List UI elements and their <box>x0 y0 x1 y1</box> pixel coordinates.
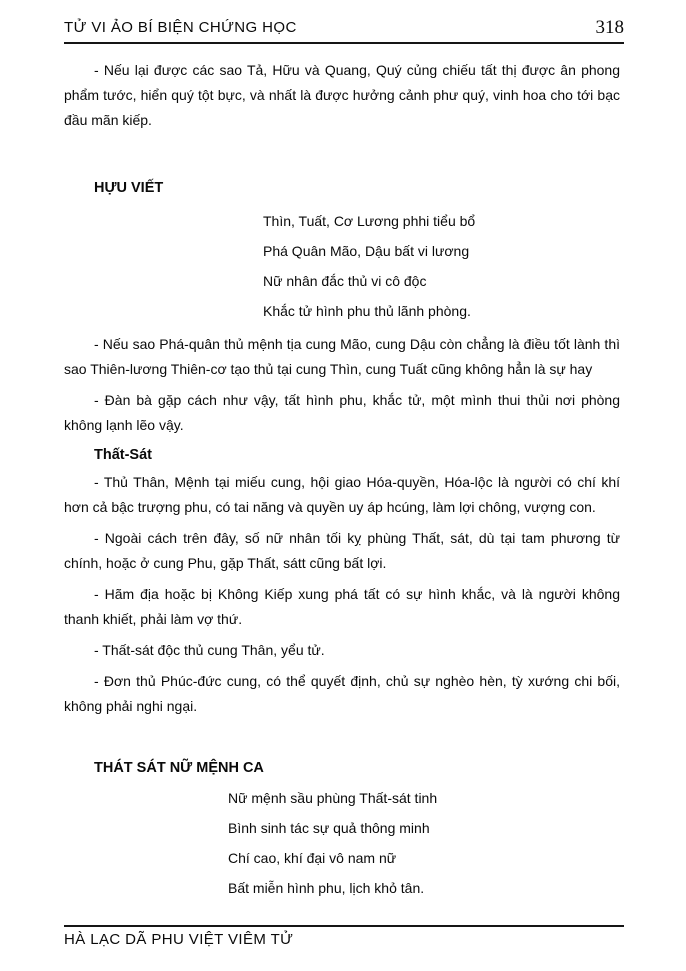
verse-line: Khắc tử hình phu thủ lãnh phòng. <box>263 303 471 319</box>
verse-block <box>64 783 620 903</box>
section-heading: Thất-Sát <box>94 447 152 463</box>
verse-block <box>64 206 620 326</box>
section-heading: HỰU VIẾT <box>94 180 164 196</box>
paragraph: - Đơn thủ Phúc-đức cung, có thể quyết định, chủ sự nghèo hèn, tỳ xướng chi bối, không phải nghi ngại. <box>64 673 620 714</box>
page-number: 318 <box>595 17 624 38</box>
paragraph: - Thủ Thân, Mệnh tại miếu cung, hội giao Hóa-quyền, Hóa-lộc là người có chí khí hơn cả bậc trượng phu, có tai năng và quyền uy áp hcúng, làm lợi chông, vượng con. <box>64 474 620 515</box>
running-title: TỬ VI ẢO BÍ BIỆN CHỨNG HỌC <box>64 19 297 36</box>
paragraph: - Thất-sát độc thủ cung Thân, yểu tử. <box>94 642 325 658</box>
verse-line: Bình sinh tác sự quả thông minh <box>228 820 430 836</box>
paragraph: - Nếu lại được các sao Tả, Hữu và Quang, Quý củng chiếu tất thị được ân phong phẩm tước, hiển quý tột bực, và nhất là được hưởng cảnh phư quý, vinh hoa cho tới bạc đầu mãn kiếp. <box>64 62 620 128</box>
page-content <box>64 52 620 909</box>
page-footer <box>64 925 624 949</box>
verse-line: Phá Quân Mão, Dậu bất vi lương <box>263 243 470 259</box>
paragraph: - Hãm địa hoặc bị Không Kiếp xung phá tất có sự hình khắc, và là người không thanh khiết, phải làm vợ thứ. <box>64 586 620 627</box>
verse-line: Chí cao, khí đại vô nam nữ <box>228 850 397 866</box>
paragraph: - Đàn bà gặp cách như vậy, tất hình phu, khắc tử, một mình thui thủi nơi phòng không lạnh lẽo vậy. <box>64 392 620 433</box>
section-heading: THÁT SÁT NỮ MỆNH CA <box>94 760 264 776</box>
page-header <box>64 18 624 44</box>
verse-line: Thìn, Tuất, Cơ Lương phhi tiểu bổ <box>263 213 476 229</box>
verse-line: Nữ nhân đắc thủ vi cô độc <box>263 273 427 289</box>
paragraph: - Nếu sao Phá-quân thủ mệnh tịa cung Mão, cung Dậu còn chẳng là điều tốt lành thì sao Thiên-lương Thiên-cơ tạo thủ tại cung Thìn, cung Tuất cũng không hẳn là sự hay <box>64 336 620 377</box>
paragraph: - Ngoài cách trên đây, số nữ nhân tối kỵ phùng Thất, sát, dù tại tam phương từ chính, hoặc ở cung Phu, gặp Thất, sátt cũng bất lợi. <box>64 530 620 571</box>
footer-author: HÀ LẠC DÃ PHU VIỆT VIÊM TỬ <box>64 931 294 948</box>
verse-line: Bất miễn hình phu, lịch khỏ tân. <box>228 880 425 896</box>
verse-line: Nữ mệnh sầu phùng Thất-sát tinh <box>228 790 438 806</box>
